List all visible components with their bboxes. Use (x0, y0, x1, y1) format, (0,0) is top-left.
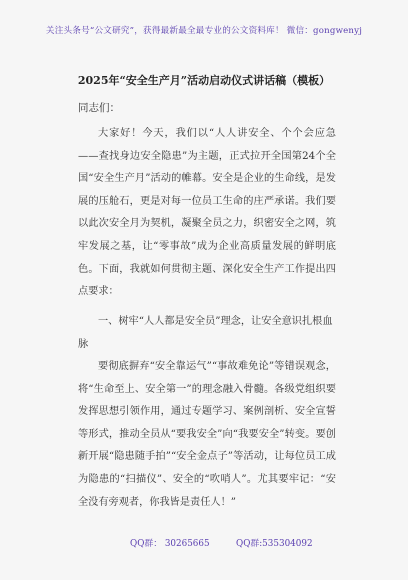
footer-qq-group-1: QQ群： 30265665 (130, 539, 210, 549)
paragraph-section-1: 要彻底摒弃“安全靠运气”“事故难免论”等错误观念，将“生命至上、安全第一”的理念融入骨髓。各级党组织要发挥思想引领作用，通过专题学习、案例剖析、安全宣誓等形式，推动全员从“要我安全”向“我要安全”转变。要创新开展“隐患随手拍”“安全金点子”等活动，让每位员工成为隐患的“扫描仪”、安全的“吹哨人”。尤其要牢记：“安全没有旁观者，你我皆是责任人！” (78, 361, 336, 508)
footer-qq-group-2: QQ群:535304092 (236, 539, 313, 549)
document-title: 2025年“安全生产月”活动启动仪式讲话稿（模板） (77, 74, 331, 87)
section-heading-1: 一、树牢“人人都是安全员”理念，让安全意识扎根血脉 (78, 316, 333, 350)
header-promo-note: 关注头条号“公文研究”，获得最新最全最专业的公文资料库！ 微信：gongwenyj (45, 26, 363, 36)
salutation: 同志们： (78, 102, 120, 114)
paragraph-intro: 大家好！今天，我们以“人人讲安全、个个会应急——查找身边安全隐患”为主题，正式拉开全国第24个全国“安全生产月”活动的帷幕。安全是企业的生命线，是发展的压舱石，更是对每一位员工生命的庄严承诺。我们要以此次安全月为契机，凝聚全员之力，织密安全之网，筑牢发展之基，让“零事故”成为企业高质量发展的鲜明底色。下面，我就如何贯彻主题、深化安全生产工作提出四点要求： (78, 128, 336, 298)
